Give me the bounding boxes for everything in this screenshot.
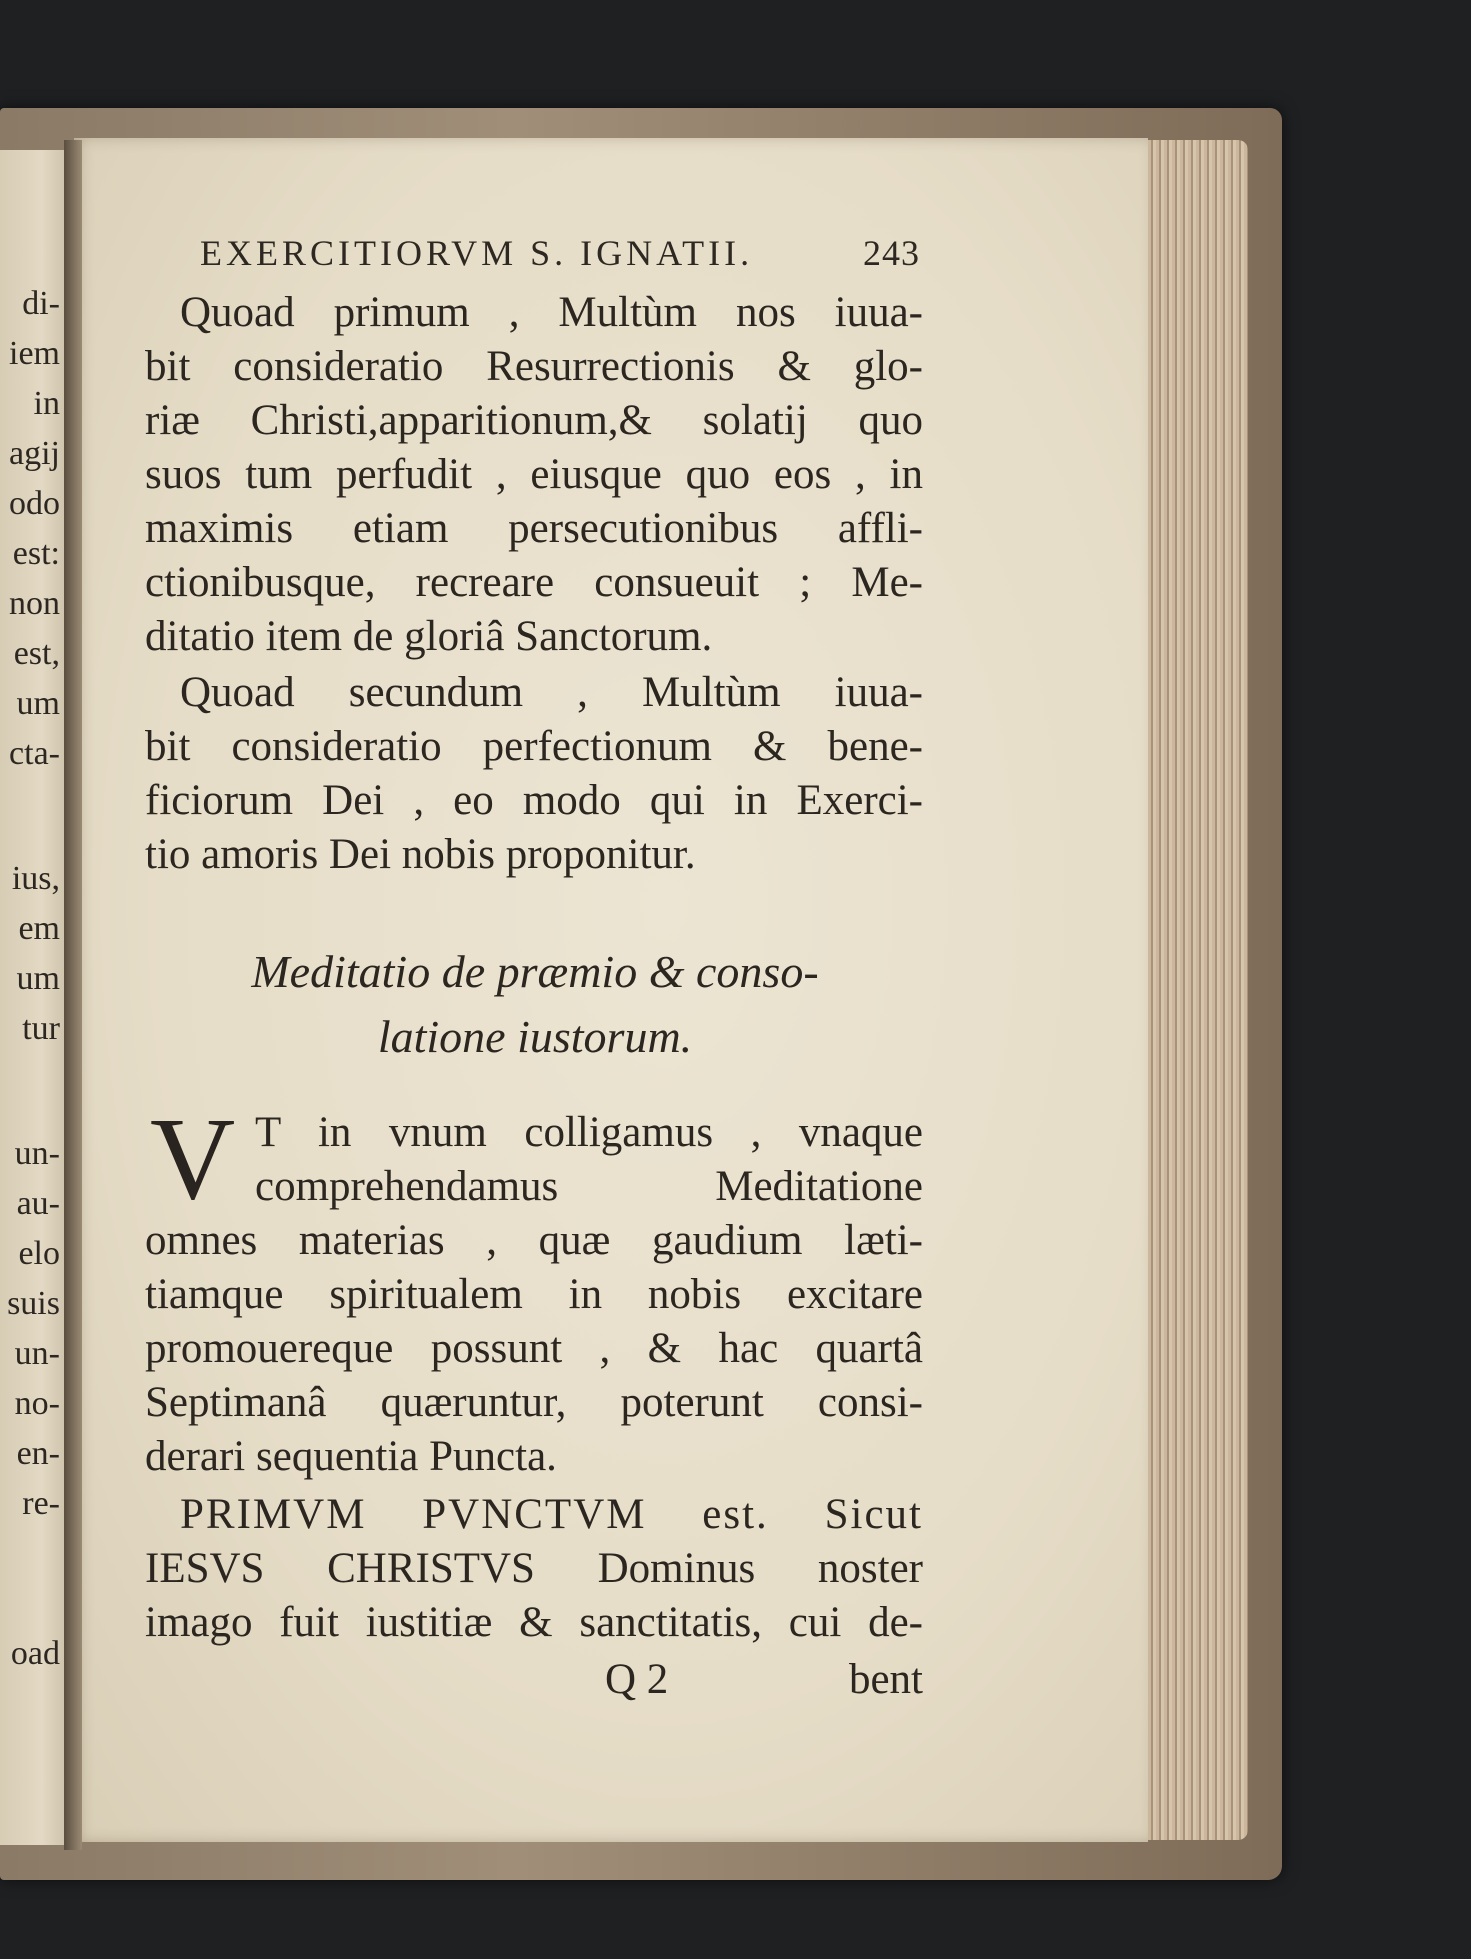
running-header bbox=[200, 232, 920, 274]
text-line: tio amoris Dei nobis proponitur. bbox=[145, 831, 696, 878]
text-line: suos tum perfudit , eiusque quo eos , in bbox=[145, 451, 923, 498]
page-edges bbox=[1140, 140, 1248, 1840]
left-fragment: au- bbox=[16, 1185, 60, 1222]
gutter-shadow bbox=[64, 140, 82, 1850]
text-line: tiamque spiritualem in nobis excitare bbox=[145, 1271, 923, 1318]
text-line: ctionibusque, recreare consueuit ; Me- bbox=[145, 559, 923, 606]
left-fragment: un- bbox=[14, 1335, 60, 1372]
left-fragment: di- bbox=[22, 285, 60, 322]
left-fragment: um bbox=[16, 960, 60, 997]
running-title: EXERCITIORVM S. IGNATII. bbox=[200, 233, 754, 273]
left-fragment: elo bbox=[18, 1235, 60, 1272]
section-title-line: latione iustorum. bbox=[377, 1011, 693, 1062]
left-fragment: iem bbox=[9, 335, 60, 372]
left-fragment: en- bbox=[16, 1435, 60, 1472]
left-fragment: ius, bbox=[11, 860, 60, 897]
catchword: bent bbox=[848, 1656, 923, 1703]
text-line: omnes materias , quæ gaudium læti- bbox=[145, 1217, 923, 1264]
text-line: PRIMVM PVNCTVM est. Sicut bbox=[180, 1491, 923, 1538]
left-fragment: tur bbox=[22, 1010, 60, 1047]
left-fragment: suis bbox=[7, 1285, 60, 1322]
text-line: bit consideratio perfectionum & bene- bbox=[145, 723, 923, 770]
text-line: IESVS CHRISTVS Dominus noster bbox=[145, 1545, 923, 1592]
text-line: riæ Christi,apparitionum,& solatij quo bbox=[145, 397, 923, 444]
left-fragment: cta- bbox=[9, 735, 60, 772]
left-fragment: em bbox=[18, 910, 60, 947]
text-line: imago fuit iustitiæ & sanctitatis, cui de- bbox=[145, 1599, 923, 1646]
left-fragment: est, bbox=[13, 635, 60, 672]
left-fragment: odo bbox=[9, 485, 60, 522]
left-fragment: est: bbox=[12, 535, 60, 572]
text-line: promouereque possunt , & hac quartâ bbox=[145, 1325, 923, 1372]
signature-mark: Q 2 bbox=[605, 1656, 669, 1703]
text-line: maximis etiam persecutionibus affli- bbox=[145, 505, 923, 552]
left-fragment: agij bbox=[9, 435, 60, 472]
left-fragment: non bbox=[9, 585, 60, 622]
left-fragment: un- bbox=[14, 1135, 60, 1172]
left-fragment: oad bbox=[10, 1635, 60, 1672]
left-fragment: no- bbox=[14, 1385, 60, 1422]
text-line: ficiorum Dei , eo modo qui in Exerci- bbox=[145, 777, 923, 824]
left-fragment: in bbox=[33, 385, 60, 422]
text-line: comprehendamus Meditatione bbox=[255, 1163, 923, 1210]
text-line: Quoad secundum , Multùm iuua- bbox=[180, 669, 923, 716]
text-line: ditatio item de gloriâ Sanctorum. bbox=[145, 613, 713, 660]
drop-cap: V bbox=[150, 1093, 236, 1224]
text-line: T in vnum colligamus , vnaque bbox=[255, 1109, 923, 1156]
left-facing-page bbox=[0, 150, 70, 1845]
page-number: 243 bbox=[863, 233, 920, 273]
left-fragment: re- bbox=[22, 1485, 60, 1522]
text-line: Septimanâ quæruntur, poterunt consi- bbox=[145, 1379, 923, 1426]
left-fragment: um bbox=[16, 685, 60, 722]
text-line: Quoad primum , Multùm nos iuua- bbox=[180, 289, 923, 336]
text-line: derari sequentia Puncta. bbox=[145, 1433, 557, 1480]
section-title-line: Meditatio de præmio & conso- bbox=[251, 946, 819, 997]
text-line: bit consideratio Resurrectionis & glo- bbox=[145, 343, 923, 390]
